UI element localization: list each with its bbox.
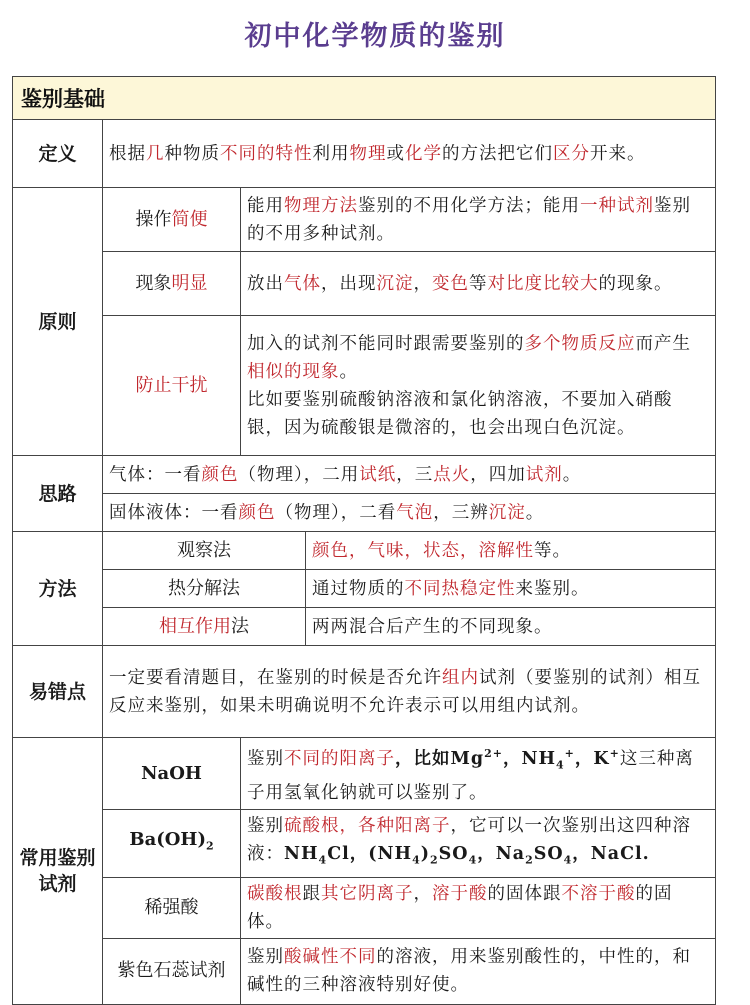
text-segment: ，比如Mg — [395, 748, 485, 769]
text-segment: ，出现 — [321, 273, 377, 294]
text-segment: 现象 — [135, 272, 172, 294]
highlight-text: 几 — [146, 143, 165, 164]
highlight-text: 试纸 — [359, 464, 397, 485]
text-segment: ， — [413, 883, 432, 904]
text-segment: 开来。 — [590, 143, 646, 164]
highlight-text: 颜色，气味，状态，溶解性 — [312, 540, 534, 561]
text-segment: 或 — [386, 143, 405, 164]
text-segment: 鉴别的不用多种试剂。 — [247, 195, 691, 244]
highlight-text: 不同的阳离子 — [284, 748, 395, 769]
text-segment: 来鉴别。 — [515, 578, 590, 599]
reagent-name-subscript: 2 — [205, 839, 214, 853]
text-segment: 比如要鉴别硫酸钠溶液和氯化钠溶液，不要加入硝酸银，因为硫酸银是微溶的，也会出现白色沉淀。 — [247, 389, 673, 438]
text-segment: + — [609, 747, 620, 760]
reagent-name — [103, 810, 241, 878]
reagent-name: 稀强酸 — [103, 877, 241, 938]
definition-label: 定义 — [13, 120, 103, 188]
highlight-text: 多个物质反应 — [524, 333, 636, 354]
text-segment: ，NaCl. — [572, 844, 650, 865]
text-segment: 能用 — [247, 195, 284, 216]
highlight-text: 一种试剂 — [580, 195, 654, 216]
text-segment: 法 — [231, 615, 249, 637]
text-segment: NH — [284, 844, 319, 865]
reagent-desc — [241, 738, 716, 810]
text-segment: 放出 — [247, 273, 284, 294]
highlight-text: 气体 — [284, 273, 321, 294]
text-segment: 通过物质的 — [312, 578, 405, 599]
text-segment: 4 — [412, 853, 421, 867]
text-segment: 的固体跟 — [487, 883, 562, 904]
text-segment: ，三 — [396, 464, 434, 485]
identification-table — [12, 76, 716, 1005]
highlight-text: 酸碱性不同 — [284, 947, 377, 968]
method-name — [103, 532, 306, 570]
highlight-text: 沉淀 — [376, 273, 414, 294]
highlight-text: 组内 — [442, 667, 479, 688]
text-segment: 鉴别 — [247, 816, 284, 837]
text-segment: SO — [533, 844, 564, 865]
text-segment: 等。 — [534, 540, 571, 561]
text-segment: ) — [420, 844, 431, 865]
method-label: 方法 — [13, 532, 103, 646]
text-segment: 4 — [563, 853, 573, 867]
text-segment: （物理），二用 — [238, 464, 360, 485]
text-segment: ，Na — [477, 844, 526, 865]
text-segment: 两两混合后产生的不同现象。 — [312, 616, 553, 637]
text-segment: 4 — [468, 853, 478, 867]
text-segment: 热分解法 — [168, 577, 240, 599]
highlight-text: 不同的特性 — [220, 143, 313, 164]
text-segment: 的方法把它们 — [442, 143, 553, 164]
mistakes-label: 易错点 — [13, 646, 103, 738]
highlight-text: 相互作用 — [159, 615, 231, 637]
highlight-text: 对比度比较大 — [487, 273, 599, 294]
section-header: 鉴别基础 — [13, 77, 716, 120]
reagent-desc — [241, 810, 716, 878]
text-segment: 。 — [562, 464, 582, 485]
text-segment: Cl，(NH — [327, 844, 413, 865]
highlight-text: 变色 — [432, 273, 469, 294]
text-segment: 2 — [430, 853, 439, 867]
approach-gas — [103, 456, 716, 494]
text-segment: 跟 — [302, 883, 321, 904]
text-segment: 4 — [556, 758, 565, 772]
approach-solid-liquid — [103, 494, 716, 532]
highlight-text: 物理 — [349, 143, 387, 164]
text-segment: ，它可以一次鉴别出这四种溶液： — [247, 816, 691, 865]
definition-text — [103, 120, 716, 188]
method-desc — [306, 608, 716, 646]
text-segment: 操作 — [135, 208, 172, 230]
highlight-text: 区分 — [553, 143, 590, 164]
highlight-text: 碳酸根 — [247, 883, 303, 904]
highlight-text: 防止干扰 — [135, 374, 208, 396]
text-segment: 这三种离子用氢氧化钠就可以鉴别了。 — [247, 748, 694, 804]
highlight-text: 颜色 — [201, 464, 239, 485]
text-segment: 等 — [469, 273, 488, 294]
text-segment: 。 — [339, 361, 358, 382]
text-segment: 鉴别 — [247, 748, 284, 769]
principle-sub-label — [103, 188, 241, 252]
highlight-text: 简便 — [171, 208, 208, 230]
method-desc — [306, 532, 716, 570]
text-segment: 2 — [525, 853, 534, 867]
highlight-text: 相似的现象 — [247, 361, 340, 382]
highlight-text: 其它阴离子 — [321, 883, 414, 904]
text-segment: ，K — [574, 748, 610, 769]
highlight-text: 沉淀 — [488, 502, 526, 523]
text-segment: （物理），二看 — [275, 502, 397, 523]
text-segment: 种物质 — [164, 143, 220, 164]
text-segment: 气体：一看 — [109, 464, 202, 485]
principle-example — [247, 386, 709, 442]
approach-label: 思路 — [13, 456, 103, 532]
highlight-text: 硫酸根，各种阳离子 — [284, 816, 451, 837]
highlight-text: 溶于酸 — [432, 883, 488, 904]
text-segment: 的固体。 — [247, 883, 673, 932]
text-segment: 一定要看清题目，在鉴别的时候是否允许 — [109, 667, 442, 688]
reagent-name: NaOH — [103, 738, 241, 810]
highlight-text: 颜色 — [238, 502, 276, 523]
principle-sub-label — [103, 316, 241, 456]
text-segment: SO — [438, 844, 469, 865]
text-segment: 4 — [318, 853, 328, 867]
method-name — [103, 608, 306, 646]
text-segment: 而产生 — [635, 333, 691, 354]
highlight-text: 点火 — [433, 464, 471, 485]
reagent-name: 紫色石蕊试剂 — [103, 938, 241, 1004]
highlight-text: 不同热稳定性 — [404, 578, 516, 599]
text-segment: + — [564, 747, 575, 760]
highlight-text: 气泡 — [396, 502, 434, 523]
reagent-name-text: Ba(OH) — [129, 829, 206, 851]
text-segment: 试剂（要鉴别的试剂）相互反应来鉴别，如果未明确说明不允许表示可以用组内试剂。 — [109, 667, 701, 716]
text-segment: 的溶液，用来鉴别酸性的，中性的，和碱性的三种溶液特别好使。 — [247, 947, 691, 996]
method-name — [103, 570, 306, 608]
text-segment: 2+ — [484, 747, 503, 760]
page-title: 初中化学物质的鉴别 — [244, 21, 506, 52]
principle-text — [241, 188, 716, 252]
method-desc — [306, 570, 716, 608]
text-segment: 鉴别的不用化学方法；能用 — [358, 195, 580, 216]
text-segment: 固体液体：一看 — [109, 502, 239, 523]
principle-text — [241, 252, 716, 316]
text-segment: 利用 — [312, 143, 350, 164]
highlight-text: 试剂 — [525, 464, 563, 485]
highlight-text: 化学 — [405, 143, 442, 164]
text-segment: 根据 — [109, 143, 146, 164]
text-segment: ， — [413, 273, 432, 294]
principle-label: 原则 — [13, 188, 103, 456]
text-segment: ，四加 — [470, 464, 526, 485]
highlight-text: 明显 — [171, 272, 208, 294]
text-segment: ，NH — [502, 748, 557, 769]
principle-text — [241, 316, 716, 456]
text-segment: ，三辨 — [433, 502, 489, 523]
reagents-label: 常用鉴别试剂 — [13, 738, 103, 1005]
reagent-desc — [241, 877, 716, 938]
highlight-text: 物理方法 — [284, 195, 358, 216]
reagent-desc — [241, 938, 716, 1004]
mistakes-text — [103, 646, 716, 738]
text-segment: 的现象。 — [598, 273, 673, 294]
text-segment: 。 — [525, 502, 545, 523]
text-segment: 鉴别 — [247, 947, 284, 968]
principle-sub-label — [103, 252, 241, 316]
text-segment: 加入的试剂不能同时跟需要鉴别的 — [247, 333, 525, 354]
principle-text-line — [247, 330, 709, 386]
highlight-text: 不溶于酸 — [561, 883, 636, 904]
text-segment: 观察法 — [177, 539, 231, 561]
